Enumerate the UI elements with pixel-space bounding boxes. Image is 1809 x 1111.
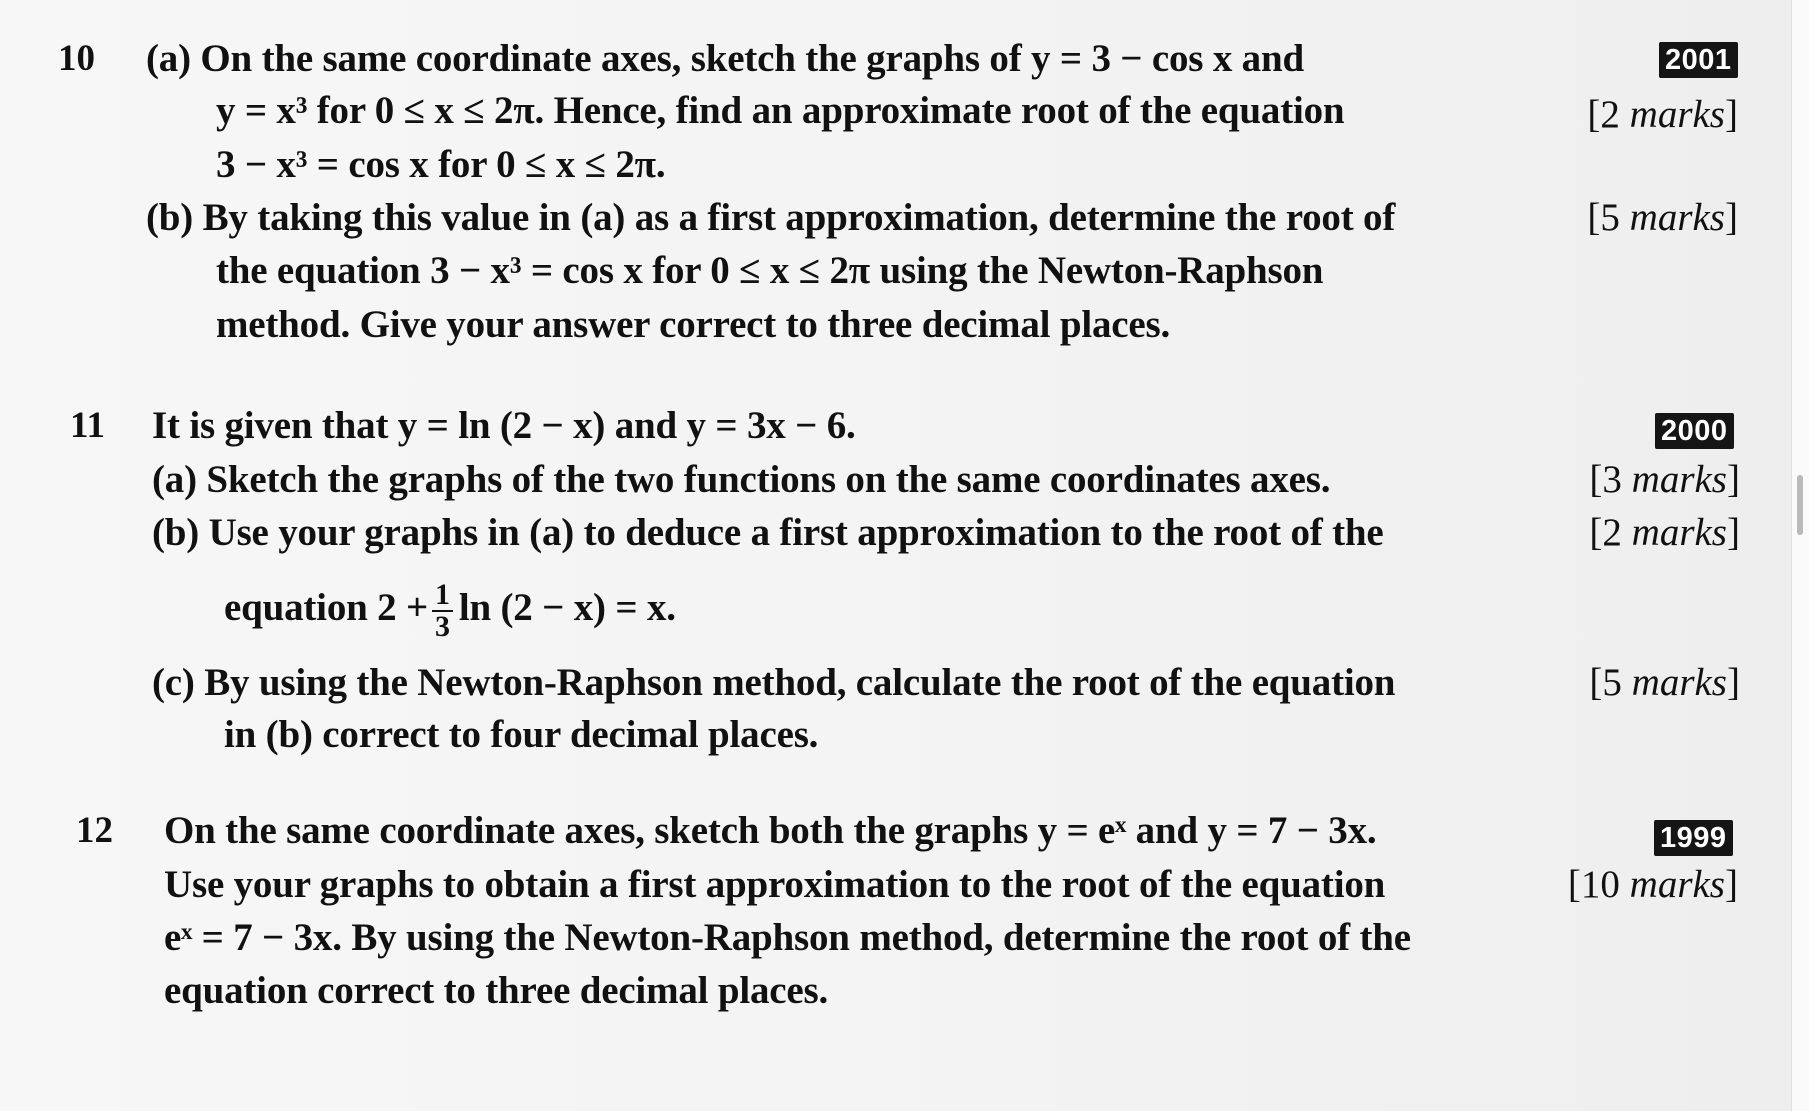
marks-label: [10 marks] [1567,863,1738,906]
marks-label: [2 marks] [1589,511,1740,554]
question-text-line: y = x³ for 0 ≤ x ≤ 2π. Hence, find an approximate root of the equation [216,89,1345,132]
scrollbar-thumb[interactable] [1797,475,1803,535]
question-text-line: (a) Sketch the graphs of the two functions on the same coordinates axes. [152,458,1331,501]
question-text-line: Use your graphs to obtain a first approximation to the root of the equation [164,863,1386,906]
question-text-line: the equation 3 − x³ = cos x for 0 ≤ x ≤ 2π using the Newton-Raphson [216,249,1324,292]
question-text-line: On the same coordinate axes, sketch both the graphs y = eˣ and y = 7 − 3x. [164,809,1377,852]
question-text-line: (a) On the same coordinate axes, sketch the graphs of y = 3 − cos x and [146,37,1304,80]
question-text-line: (b) Use your graphs in (a) to deduce a first approximation to the root of the [152,511,1384,554]
year-badge: 2001 [1659,42,1738,78]
vertical-scrollbar[interactable] [1791,0,1809,1111]
year-badge: 2000 [1655,413,1734,449]
question-text-line: eˣ = 7 − 3x. By using the Newton-Raphson method, determine the root of the [164,916,1411,959]
question-text-line: 3 − x³ = cos x for 0 ≤ x ≤ 2π. [216,143,666,186]
fraction: $\frac{1}{3}$ [432,580,453,642]
question-text-line: in (b) correct to four decimal places. [224,713,819,756]
marks-label: [5 marks] [1587,196,1738,239]
question-text-line: method. Give your answer correct to three decimal places. [216,303,1171,346]
question-text-line: equation 2 + $\frac{1}{3}$ ln (2 − x) = x. [224,578,676,643]
question-number: 12 [76,810,113,851]
question-text-line: (c) By using the Newton-Raphson method, calculate the root of the equation [152,661,1396,704]
question-number: 10 [58,38,95,79]
question-text-line: equation correct to three decimal places. [164,969,829,1012]
marks-label: [5 marks] [1589,661,1740,704]
marks-label: [3 marks] [1589,458,1740,501]
year-badge: 1999 [1654,820,1733,856]
marks-label: [2 marks] [1587,93,1738,136]
question-text-line: (b) By taking this value in (a) as a first approximation, determine the root of [146,196,1396,239]
question-number: 11 [70,405,105,446]
question-text-line: It is given that y = ln (2 − x) and y = 3x − 6. [152,404,856,447]
